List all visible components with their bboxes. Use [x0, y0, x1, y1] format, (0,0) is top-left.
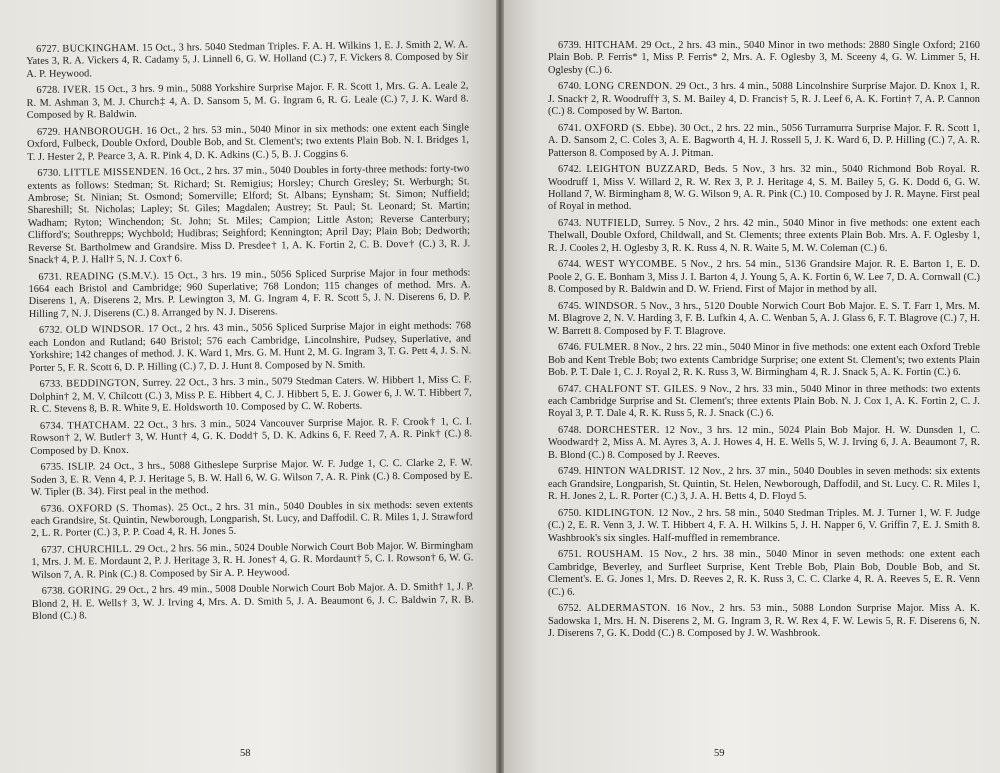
right-page-entries [548, 40, 980, 640]
page-number-left: 58 [240, 748, 251, 759]
peal-number: 6749. [558, 466, 582, 478]
page-number-right: 59 [714, 748, 725, 759]
peal-entry [27, 122, 469, 164]
peal-number: 6733. [39, 378, 64, 391]
peal-number: 6742. [558, 164, 582, 176]
peal-details: 16 Oct., 2 hrs. 53 min., 5040 Minor in six methods: one extent each Single Oxford, Fulbeck, Double Oxford, Double Bob, and St. Clement's; two extents Plain Bob. N. I. Bridges 1, T. J. Hester 2, P. Pearce 3, A. R. Pink 4, D. K. Adkins (C.) 5, B. J. Coggins 6. [26, 122, 470, 163]
peal-number: 6738. [41, 585, 66, 598]
peal-entry [548, 603, 980, 640]
peal-number: 6743. [558, 218, 582, 230]
peal-number: 6751. [558, 549, 582, 561]
tower-name: KIDLINGTON. [584, 507, 655, 519]
peal-entry [548, 123, 980, 160]
peal-number: 6736. [40, 503, 65, 515]
peal-number: 6728. [36, 85, 60, 97]
peal-details: 17 Oct., 2 hrs. 43 min., 5056 Spliced Surprise Major in eight methods: 768 each London and Rutland; 640 Bristol; 576 each Cambridge, Lincolnshire, Pudsey, Superlative, and Yorkshire; 142 changes of method. J. K. Ward 1, Mrs. G. M. Hunt 2, M. G. Ingram 3, T. G. Pett 4, J. S. N. Porter 5, F. R. Scott 6, D. P. Hilling (C.) 7, D. J. Hunt 8. Composed by N. Smith. [29, 320, 472, 374]
peal-details: 15 Oct., 3 hrs. 5040 Stedman Triples. F. A. H. Wilkins 1, E. J. Smith 2, W. A. Yates 3, R. A. Vickers 4, R. Cadamy 5, J. Linnell 6, G. W. Holland (C.) 7, F. Vickers 8. Composed by Sir A. P. Heywood. [26, 39, 469, 80]
peal-entry [30, 416, 472, 458]
peal-entry [548, 259, 980, 296]
peal-number: 6730. [37, 167, 61, 180]
peal-details: 29 Oct., 3 hrs. 4 min., 5088 Lincolnshire Surprise Major. D. Knox 1, R. J. Snack† 2, R. Woodruff† 3, S. M. Bailey 4, D. Francis† 5, R. J. Leef 6, A. K. Fortin† 7, A. P. Cannon (C.) 8. Composed by W. Barton. [548, 81, 981, 118]
tower-name: HITCHAM. [584, 40, 638, 51]
tower-name: OXFORD (S. Thomas). [67, 501, 175, 515]
peal-number: 6748. [558, 425, 582, 437]
tower-name: CHURCHILL. [67, 543, 133, 556]
tower-name: IVER. [63, 84, 92, 97]
peal-details: Beds. 5 Nov., 3 hrs. 32 min., 5040 Richmond Bob Royal. R. Woodruff 1, Miss V. Willard 2, R. W. Rex 3, P. J. Heritage 4, S. M. Bailey 5, G. K. Dodd 6, G. W. Holland 7, W. Birmingham 8, W. G. Wilson 9, A. R. Pink (C.) 10. Composed by J. R. Mayne. First peal of Royal in method. [548, 164, 981, 213]
peal-number: 6735. [40, 461, 64, 473]
peal-entry [548, 301, 980, 338]
peal-number: 6744. [558, 259, 582, 271]
tower-name: BUCKINGHAM. [62, 42, 140, 55]
tower-name: OXFORD (S. Ebbe). [584, 122, 677, 134]
peal-details: 29 Oct., 2 hrs. 56 min., 5024 Double Norwich Court Bob Major. W. Birmingham 1, Mrs. J. M. E. Mordaunt 2, P. J. Heritage 3, R. H. Jones† 4, G. R. Mordaunt† 5, C. I. Rowson† 6, W. G. Wilson 7, A. R. Pink (C.) 8. Composed by Sir A. P. Heywood. [31, 540, 474, 581]
peal-entry [548, 342, 980, 379]
tower-name: DORCHESTER. [586, 425, 660, 437]
peal-entry [27, 164, 470, 268]
peal-entry [548, 384, 980, 421]
peal-entry [31, 499, 473, 541]
peal-entry [26, 81, 468, 123]
peal-entry [548, 40, 980, 77]
left-page [0, 0, 496, 773]
peal-details: 5 Nov., 3 hrs., 5120 Double Norwich Court Bob Major. E. S. T. Farr 1, Mrs. M. M. Blagrove 2, N. V. Harding 3, F. B. Lufkin 4, A. C. Wenban 5, A. J. Glass 6, F. T. Blagrove (C.) 7, H. W. Barrett 8. Composed by F. T. Blagrove. [548, 300, 981, 337]
tower-name: BEDDINGTON, [66, 378, 140, 390]
peal-details: 9 Nov., 2 hrs. 33 min., 5040 Minor in three methods: two extents each Cambridge Surprise and St. Clement's; three extents Plain Bob. N. J. Cox 1, A. K. Fortin 2, C. J. Royal 3, P. T. Dale 4, R. K. Russ 5, R. J. Snack (C.) 6. [548, 383, 981, 420]
peal-entry [26, 39, 468, 81]
right-page [504, 0, 1000, 773]
tower-name: LONG CRENDON. [584, 81, 673, 93]
tower-name: NUTFIELD, [585, 218, 642, 230]
peal-number: 6729. [36, 126, 61, 138]
peal-details: 30 Oct., 2 hrs. 22 min., 5056 Turramurra Surprise Major. F. R. Scott 1, A. D. Sansom 2, C. Coles 3, A. E. Bagworth 4, H. J. Rossell 5, J. K. Ward 6, D. P. Hilling (C.) 7, A. R. Patterson 8. Composed by A. J. Pitman. [548, 122, 980, 159]
peal-entry [548, 425, 980, 462]
tower-name: WEST WYCOMBE. [585, 259, 678, 271]
tower-name: HINTON WALDRIST. [584, 466, 686, 478]
peal-entry [548, 549, 980, 599]
peal-details: 29 Oct., 2 hrs. 49 min., 5008 Double Norwich Court Bob Major. A. D. Smith† 1, J. P. Blond 2, H. E. Wells† 3, W. J. Irving 4, Mrs. A. D. Smith 5, J. A. Beaumont 6, J. C. Baldwin 7, R. B. Blond (C.) 8. [31, 581, 474, 623]
peal-number: 6739. [558, 40, 582, 51]
left-page-entries [26, 39, 474, 623]
book-gutter [496, 0, 504, 773]
peal-entry [30, 457, 472, 499]
peal-entry [31, 540, 473, 582]
tower-name: CHALFONT ST. GILES. [584, 383, 698, 395]
peal-number: 6741. [558, 122, 582, 134]
tower-name: ISLIP. [67, 461, 96, 473]
peal-number: 6727. [35, 43, 60, 55]
peal-details: 8 Nov., 2 hrs. 22 min., 5040 Minor in five methods: one extent each Oxford Treble Bob and Kent Treble Bob; two extents Cambridge Surprise; one extent St. Clement's; two extents Plain Bob. P. T. Dale 1, C. J. Royal 2, R. K. Russ 3, W. Birmingham 4, R. J. Snack 5, A. K. Fortin (C.) 6. [548, 342, 980, 379]
tower-name: GORING. [67, 585, 113, 597]
peal-details: 15 Nov., 2 hrs. 38 min., 5040 Minor in seven methods: one extent each Cambridge, Beverley, and Surfleet Surprise, Kent Treble Bob, Plain Bob, Double Bob, and St. Clement's. E. G. Jones 1, Mrs. D. Reeves 2, R. K. Russ 3, C. C. Clarke 4, R. A. Reeves 5, E. R. Venn (C.) 6. [548, 549, 981, 598]
tower-name: LITTLE MISSENDEN. [63, 166, 168, 179]
tower-name: FULMER. [584, 342, 631, 354]
peal-entry [548, 466, 980, 503]
peal-details: Surrey. 5 Nov., 2 hrs. 42 min., 5040 Minor in five methods: one extent each Thelwall, Double Oxford, Childwall, and St. Clements; three extents Plain Bob. Mrs. A. F. Oglesby 1, R. J. Cooles 2, H. Oglesby 3, R. K. Russ 4, N. R. Waite 5, M. W. Coleman (C.) 6. [548, 218, 980, 254]
peal-details: 29 Oct., 2 hrs. 43 min., 5040 Minor in two methods: 2880 Single Oxford; 2160 Plain Bob. P. Ferris* 1, Miss P. Ferris* 2, Mrs. A. F. Oglesby 3, M. Sceeny 4, G. W. Limmer 5, H. Oglesby (C.) 6. [548, 40, 980, 76]
tower-name: HANBOROUGH. [63, 125, 143, 138]
peal-details: 5 Nov., 2 hrs. 54 min., 5136 Grandsire Major. R. E. Barton 1, E. D. Poole 2, G. E. Bonham 3, Miss J. I. Barton 4, J. Young 5, A. K. Fortin 6, W. Lee 7, D. A. Cornwall (C.) 8. Composed by R. Baldwin and D. W. Friend. First of Major in method by all. [548, 259, 980, 296]
tower-name: THATCHAM. [67, 419, 130, 432]
tower-name: OLD WINDSOR. [65, 324, 145, 337]
peal-number: 6734. [39, 420, 64, 432]
peal-entry [548, 218, 980, 255]
peal-number: 6731. [38, 271, 62, 283]
peal-details: 25 Oct., 2 hrs. 31 min., 5040 Doubles in six methods: seven extents each Grandsire, St. Quintin, Newborough, Longparish, St. Lucy, and Daffodil. C. R. Miles 1, J. Strawford 2, L. R. Porter (C.) 3, P. P. Coad 4, R. H. Jones 5. [30, 498, 474, 540]
peal-number: 6747. [558, 383, 582, 395]
peal-number: 6740. [558, 81, 582, 93]
tower-name: WINDSOR. [584, 300, 638, 312]
peal-details: 15 Oct., 3 hrs. 19 min., 5056 Spliced Surprise Major in four methods: 1664 each Bristol and Cambridge; 960 Superlative; 768 London; 115 changes of method. Mrs. A. Diserens 1, A. Diserens 2, Mrs. P. Lewington 3, M. G. Ingram 4, F. R. Scott 5, J. N. Diserens 6, D. P. Hilling 7, N. J. Diserens (C.) 8. Arranged by N. J. Diserens. [28, 267, 471, 320]
peal-number: 6732. [38, 325, 63, 337]
peal-entry [29, 321, 471, 375]
peal-number: 6752. [558, 603, 582, 615]
peal-entry [548, 164, 980, 214]
tower-name: ALDERMASTON. [586, 603, 671, 615]
peal-number: 6737. [41, 544, 65, 556]
peal-number: 6746. [558, 342, 582, 354]
peal-details: 22 Oct., 3 hrs. 3 min., 5024 Vancouver Surprise Major. R. F. Crook† 1, C. I. Rowson† 2, W. Butler† 3, W. Hunt† 4, G. K. Dodd† 5, D. K. Adkins 6, F. Reed 7, A. R. Pink† (C.) 8. Composed by D. Knox. [30, 416, 473, 457]
tower-name: ROUSHAM. [586, 549, 644, 561]
peal-details: Surrey. 22 Oct., 3 hrs. 3 min., 5079 Stedman Caters. W. Hibbert 1, Miss C. F. Dolphin† 2, M. V. Chilcott (C.) 3, Miss P. E. Hibbert 4, C. J. Hibbert 5, E. J. Gower 6, J. W. T. Hibbert 7, R. C. Stevens 8, B. R. White 9, E. Holdsworth 10. Composed by C. W. Roberts. [29, 374, 472, 416]
peal-details: 16 Oct., 2 hrs. 37 min., 5040 Doubles in forty-three methods: forty-two extents as follows: Stedman; St. Richard; St. Remigius; Horsley; Church Gresley; St. Werburgh; St. Ambrose; St. Ninian; St. Osmond; Somerville; Elford; St. Albans; Eynsham; St. Simon; Nuffield; Shareshill; St. Nicholas; Lapley; St. Giles; Magdalen; Austrey; St. Paul; St. Leonard; St. Martin; Wadham; Ryton; Winchendon; St. John; St. Miles; Campion; Little Aston; Reverse Canterbury; Clifford's; Southrepps; Wychbold; Hudibras; Seighford; Kennington; April Day; Plain Bob; Dedworth; Reverse St. Bartholmew and Grandsire. Miss D. Presdee† 1, A. K. Fortin 2, C. B. Dove† (C.) 3, R. J. Snack† 4, P. J. Hall† 5, N. J. Cox† 6. [27, 163, 471, 267]
peal-details: 12 Nov., 2 hrs. 37 min., 5040 Doubles in seven methods: six extents each Grandsire, Longparish, St. Quintin, St. Helen, Newborough, Daffodil, and St. Lucy. C. R. Miles 1, R. H. Jones 2, L. R. Porter (C.) 3, J. A. H. Betts 4, D. Floyd 5. [548, 466, 981, 503]
peal-number: 6745. [558, 300, 582, 312]
peal-entry [30, 375, 472, 417]
peal-details: 12 Nov., 3 hrs. 12 min., 5024 Plain Bob Major. H. W. Dunsden 1, C. Woodward† 2, Miss A. M. Ayres 3, A. J. Howes 4, H. E. Wells 5, W. J. Irving 6, J. A. Beaumont 7, R. B. Blond (C.) 8. Composed by J. Reeves. [548, 425, 981, 461]
tower-name: LEIGHTON BUZZARD, [586, 164, 700, 176]
peal-entry [28, 267, 470, 321]
peal-details: 15 Oct., 3 hrs. 9 min., 5088 Yorkshire Surprise Major. F. R. Scott 1, Mrs. G. A. Leale 2, R. M. Ashman 3, M. J. Church‡ 4, A. D. Sansom 5, M. G. Ingram 6, R. G. Leale (C.) 7, J. K. Ward 8. Composed by R. Baldwin. [26, 80, 469, 122]
peal-details: 12 Nov., 2 hrs. 58 min., 5040 Stedman Triples. M. J. Turner 1, W. F. Judge (C.) 2, E. R. Venn 3, J. W. T. Hibbert 4, F. A. H. Wilkins 5, J. H. Napper 6, V. Griffin 7, E. J. Smith 8. Washbrook's six singles. Half-muffled in remembrance. [548, 507, 980, 544]
peal-details: 24 Oct., 3 hrs., 5088 Githeslepe Surprise Major. W. F. Judge 1, C. C. Clarke 2, F. W. Soden 3, E. R. Venn 4, P. J. Heritage 5, B. W. Hall 6, W. G. Wilson 7, A. R. Pink (C.) 8. Composed by E. W. Tipler (B. 34). First peal in the method. [30, 457, 473, 498]
peal-entry [548, 81, 980, 118]
tower-name: READING (S.M.V.). [65, 270, 160, 283]
peal-details: 16 Nov., 2 hrs. 53 min., 5088 London Surprise Major. Miss A. K. Sadowska 1, Mrs. H. N. Diserens 2, M. G. Ingram 3, R. W. Rex 4, F. W. Lewis 5, R. F. Diserens 6, N. J. Diserens 7, G. K. Dodd (C.) 8. Composed by J. W. Washbrook. [548, 603, 980, 639]
peal-entry [32, 582, 474, 624]
peal-entry [548, 508, 980, 545]
peal-number: 6750. [558, 507, 582, 519]
